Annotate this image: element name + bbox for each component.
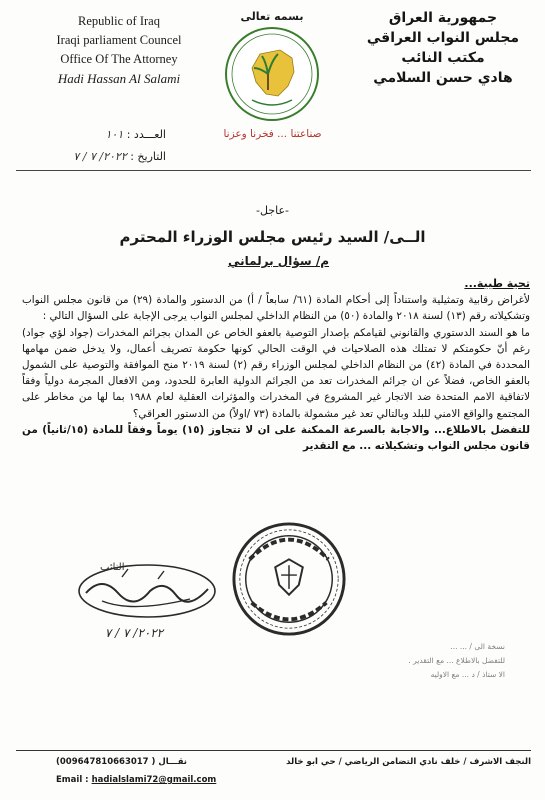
ref-number-row [36, 124, 166, 146]
handwritten-signature [72, 555, 222, 625]
header-en-council: Iraqi parliament Councel [56, 33, 182, 47]
copy-line-1: نسخة الى / ... ... [450, 642, 505, 651]
header-en-name: Hadi Hassan Al Salami [57, 71, 181, 86]
copy-line-2: للتفضل بالاطلاع ... مع التقدير . [408, 656, 505, 665]
header-arabic [353, 8, 533, 88]
basmala: بسمه تعالى [240, 10, 304, 23]
letter-body [22, 276, 530, 454]
ref-date-label: التاريخ : [130, 150, 166, 163]
greeting: تحية طيبة... [464, 277, 530, 290]
footer-divider [16, 750, 531, 751]
ref-number-value: ١٠١ [105, 128, 124, 141]
header-en-country: Republic of Iraq [78, 14, 160, 28]
header-motto: صناعتنا ... فخرنا وعزنا [223, 128, 322, 140]
footer-phone: (009647810663017 ) نقـــال [56, 757, 187, 767]
footer-email-label: Email : [56, 775, 89, 785]
footer [16, 753, 531, 793]
paragraph-legal-basis: لأغراض رقابية وتمثيلية واستناداً إلى أحكام المادة (٦١/ سابعاً / أ) من الدستور والمادة (٢٩) من قانون مجلس النواب وتشكيلاته رقم (١٣) لسنة ٢٠١٨ والمادة (٥٠) من النظام الداخلي لمجلس النواب يرجى الإجابة على السؤال التالي : [22, 294, 530, 323]
ref-number-label: العـــدد : [126, 128, 166, 141]
copy-line-3: الا ستاذ / د ... مع الاوليه [430, 670, 505, 679]
header-ar-office: مكتب النائب [401, 50, 485, 66]
header-ar-country: جمهورية العراق [388, 10, 498, 26]
header-english [34, 12, 204, 88]
urgent-label: -عاجل- [256, 204, 289, 217]
ref-date-row [36, 146, 166, 168]
signature-date: ٢٠٢٢/ ٧ / ٧ [104, 626, 164, 640]
reference-block [36, 124, 166, 168]
footer-email-link[interactable]: hadialslami72@gmail.com [91, 775, 217, 785]
footer-email-row [56, 771, 216, 790]
footer-address: النجف الاشرف / خلف نادي التضامن الرياضي / حي ابو خالد [286, 757, 531, 767]
parliament-logo [222, 24, 322, 124]
paragraph-closing: للتفضل بالاطلاع... والاجابة بالسرعة الممكنة على ان لا تتجاوز (١٥) يوماً وفقاً للمادة (١٥/ثانياً) من قانون مجلس النواب وتشكيلاته ... مع التقدير [22, 423, 530, 453]
ref-date-value: ٢٠٢٢/ ٧ / ٧ [73, 150, 127, 163]
header-en-office: Office Of The Attorney [60, 52, 178, 66]
official-stamp [230, 520, 348, 638]
header-ar-name: هادي حسن السلامي [373, 70, 513, 86]
signature-title: النائب [100, 562, 125, 573]
header-ar-council: مجلس النواب العراقي [366, 30, 520, 46]
addressee: الــى/ السيد رئيس مجلس الوزراء المحترم [119, 228, 426, 246]
carbon-copy-note [205, 640, 505, 682]
header-divider [16, 170, 531, 171]
subject-line: م/ سؤال برلماني [227, 254, 329, 268]
paragraph-question: ما هو السند الدستوري والقانوني لقيامكم بإصدار التوصية بالعفو الخاص عن المدان بجرائم المخدرات (جواد لؤي جواد) رغم أنّ حكومتكم لا تمتلك هذه الصلاحيات في الوقت الحالي كونها حكومة تصريف أعمال، ولا يدخل ضمن مهامها المحددة في المادة (٤٢) من النظام الداخلي لمجلس الوزراء رقم (٢) لسنة ٢٠١٩ منح الموافقة والتوصية على الشمول بالعفو الخاص، فضلاً عن ان جرائم المخدرات تعد من الجرائم الدولية العابرة للحدود، ومن الافعال المجرمة دولياً وفقاً لاتفاقية الامم المتحدة ضد الاتجار غير المشروع في المخدرات والمؤثرات العقلية لعام ١٩٨٨ بما لها من مخاطر على المجتمع والواقع الامني للبلد وبالتالي تعد غير مشمولة بالمادة (٧٣ /اولاً) من الدستور العراقي؟ [22, 326, 530, 420]
